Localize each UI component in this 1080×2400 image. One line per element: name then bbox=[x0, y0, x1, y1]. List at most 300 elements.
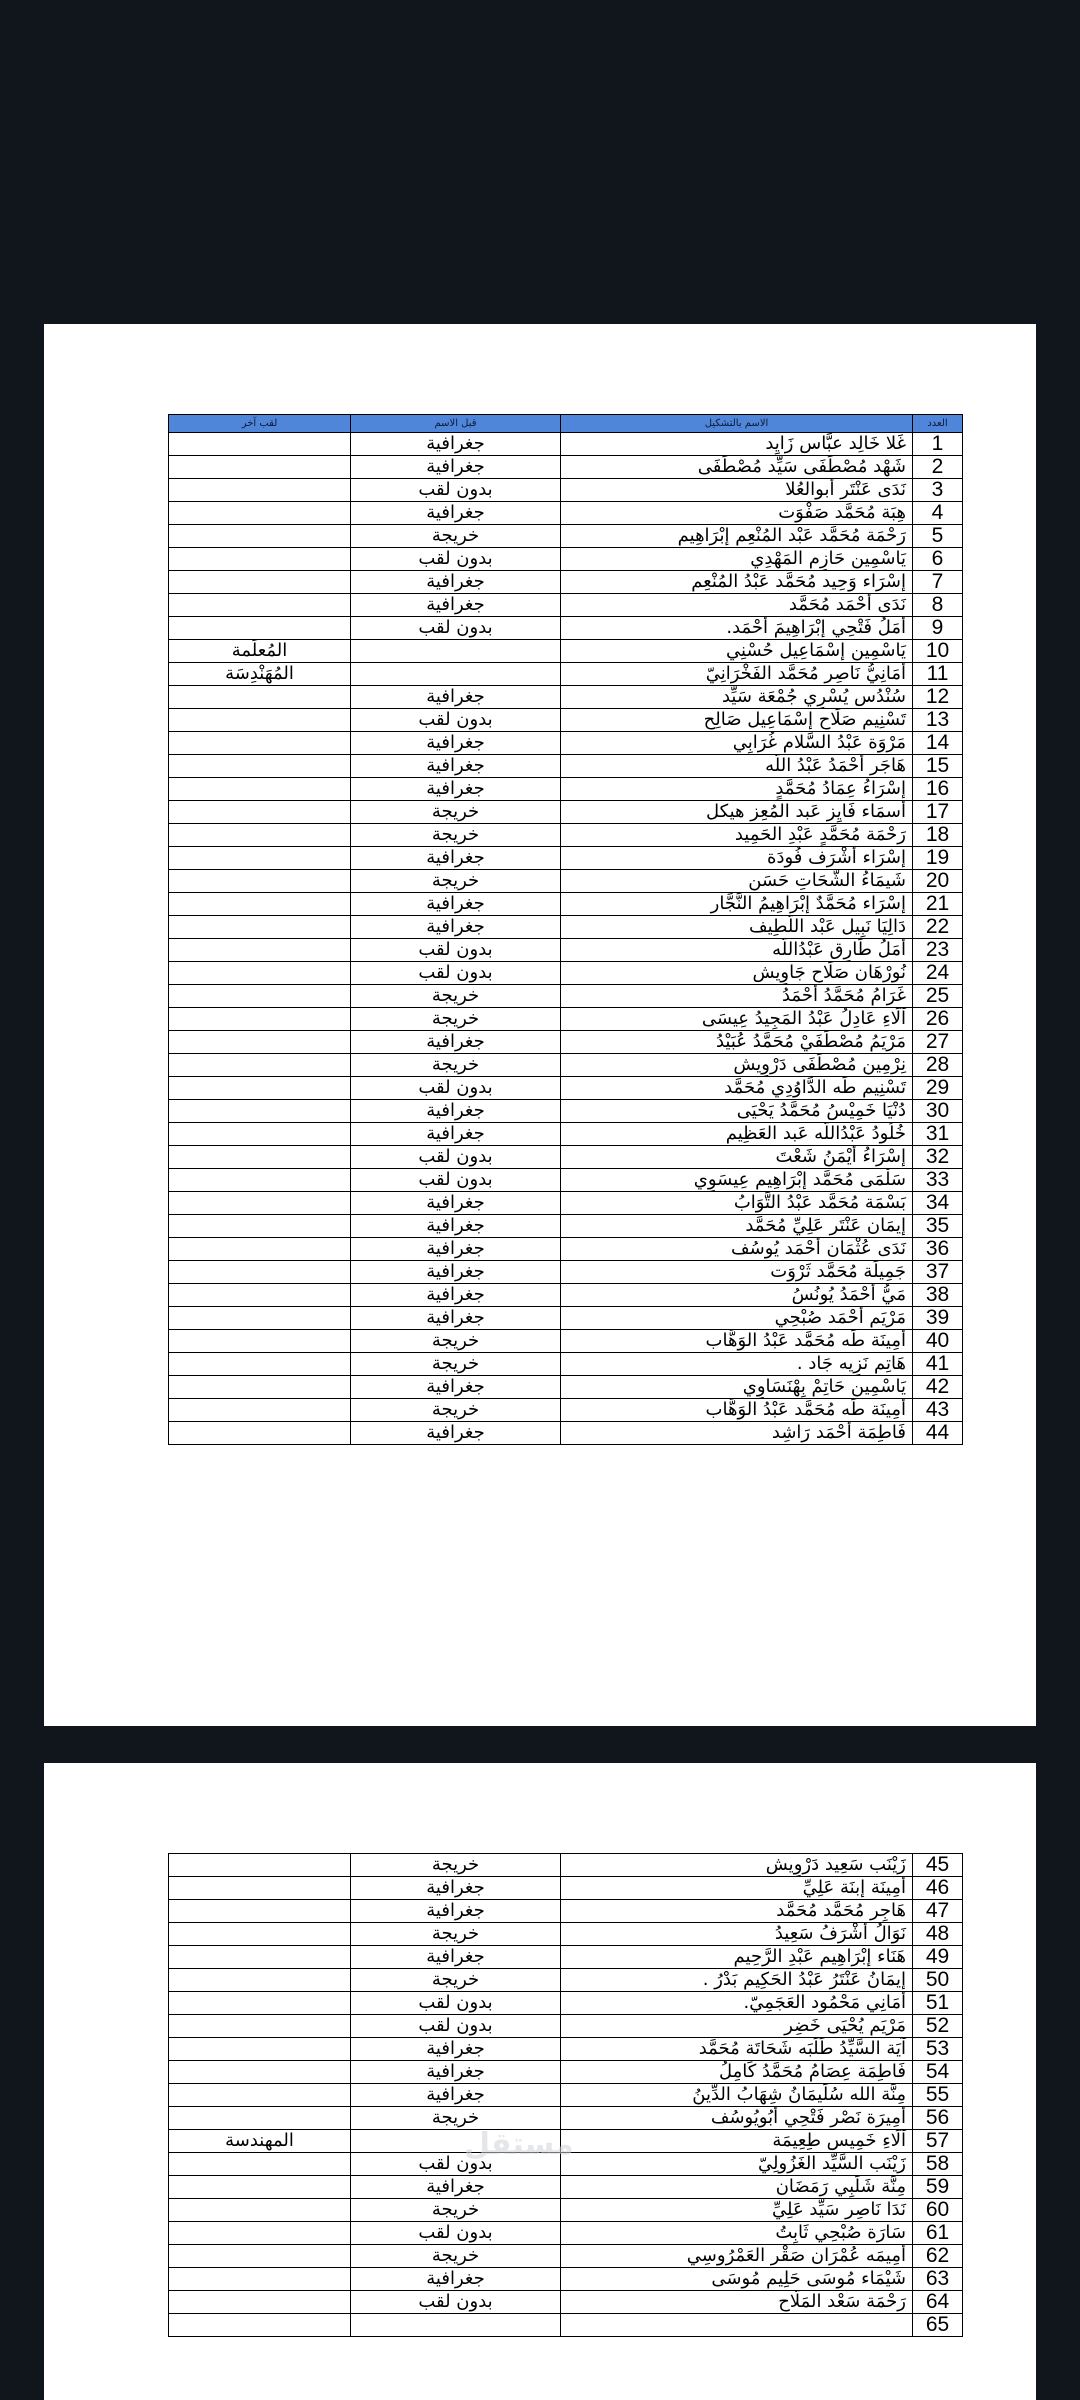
cell-title: جغرافية bbox=[351, 1261, 561, 1284]
cell-other bbox=[169, 962, 351, 985]
table-row bbox=[169, 1100, 963, 1123]
table-row bbox=[169, 2245, 963, 2268]
cell-num: 47 bbox=[913, 1900, 963, 1923]
watermark-logo: مستقل bbox=[464, 2127, 574, 2162]
cell-title: جغرافية bbox=[351, 1900, 561, 1923]
cell-title: جغرافية bbox=[351, 594, 561, 617]
header-num: العدد bbox=[913, 415, 963, 433]
cell-num: 55 bbox=[913, 2084, 963, 2107]
cell-other bbox=[169, 2222, 351, 2245]
document-page-2 bbox=[44, 1763, 1036, 2400]
cell-title: جغرافية bbox=[351, 1192, 561, 1215]
cell-num: 43 bbox=[913, 1399, 963, 1422]
cell-name: مَرْوَة عَبْدُ السَّلام غُرَابِي bbox=[561, 732, 913, 755]
table-row bbox=[169, 1854, 963, 1877]
cell-name: هَاجَر أحْمَدُ عَبْدُ اللَّه bbox=[561, 755, 913, 778]
cell-name: فَاطِمَة عِصَامُ مُحَمَّدُ كَامِلُ bbox=[561, 2061, 913, 2084]
table-row bbox=[169, 1192, 963, 1215]
cell-name: دَالِيَا نَبِيل عَبْد اللَّطِيف bbox=[561, 916, 913, 939]
table-row bbox=[169, 893, 963, 916]
cell-name: زَيْنَب السَّيِّد الغَزُولِيّ bbox=[561, 2153, 913, 2176]
cell-title: جغرافية bbox=[351, 686, 561, 709]
table-row bbox=[169, 594, 963, 617]
cell-title: جغرافية bbox=[351, 1215, 561, 1238]
cell-other bbox=[169, 709, 351, 732]
cell-title: جغرافية bbox=[351, 1307, 561, 1330]
cell-name: يَاسْمِين إسْمَاعِيل حُسْنِي bbox=[561, 640, 913, 663]
cell-num: 49 bbox=[913, 1946, 963, 1969]
cell-num: 57 bbox=[913, 2130, 963, 2153]
table-row bbox=[169, 2268, 963, 2291]
table-row bbox=[169, 732, 963, 755]
cell-title: جغرافية bbox=[351, 1100, 561, 1123]
cell-title: جغرافية bbox=[351, 847, 561, 870]
cell-title: جغرافية bbox=[351, 571, 561, 594]
cell-name: فَاطِمَة أحْمَد رَاشِد bbox=[561, 1422, 913, 1445]
cell-title: خريجة bbox=[351, 1008, 561, 1031]
cell-num: 34 bbox=[913, 1192, 963, 1215]
cell-title: بدون لقب bbox=[351, 962, 561, 985]
cell-name: نَدَا نَاصِر سَيِّد عَلِيِّ bbox=[561, 2199, 913, 2222]
cell-name: تَسْنِيم صَلَاح إسْمَاعِيل صَالِح bbox=[561, 709, 913, 732]
document-page-1 bbox=[44, 324, 1036, 1726]
cell-num: 50 bbox=[913, 1969, 963, 1992]
cell-other bbox=[169, 2107, 351, 2130]
cell-title: جغرافية bbox=[351, 1422, 561, 1445]
cell-title: جغرافية bbox=[351, 2268, 561, 2291]
cell-num: 24 bbox=[913, 962, 963, 985]
cell-title: خريجة bbox=[351, 525, 561, 548]
cell-name: مَرْيَمُ مُصْطَفَيْ مُحَمَّدُ عُبَيْدُ bbox=[561, 1031, 913, 1054]
cell-name: أمِينَة إبنَة عَلِيِّ bbox=[561, 1877, 913, 1900]
cell-other bbox=[169, 1123, 351, 1146]
cell-other bbox=[169, 893, 351, 916]
cell-num: 52 bbox=[913, 2015, 963, 2038]
table-row bbox=[169, 1330, 963, 1353]
cell-name: رَحْمَة مُحَمَّد عَبْد المُنْعِم إبْرَاهِيم bbox=[561, 525, 913, 548]
cell-title: خريجة bbox=[351, 1399, 561, 1422]
cell-other bbox=[169, 433, 351, 456]
cell-name: دُنْيَا خَمِيْسُ مُحَمَّدُ يَحْيَى bbox=[561, 1100, 913, 1123]
cell-name: آلَاءِ عَادِلُ عَبْدُ المَجِيدُ عِيسَى bbox=[561, 1008, 913, 1031]
cell-num: 7 bbox=[913, 571, 963, 594]
cell-num: 31 bbox=[913, 1123, 963, 1146]
cell-name: بَسْمَة مُحَمَّد عَبْدُ التَّوَابُ bbox=[561, 1192, 913, 1215]
cell-num: 28 bbox=[913, 1054, 963, 1077]
cell-num: 18 bbox=[913, 824, 963, 847]
cell-title: بدون لقب bbox=[351, 2153, 561, 2176]
cell-num: 12 bbox=[913, 686, 963, 709]
cell-other bbox=[169, 1077, 351, 1100]
cell-name: يَاسْمِين حَاتِمْ بِهْنَسَاوِي bbox=[561, 1376, 913, 1399]
cell-num: 13 bbox=[913, 709, 963, 732]
table-row bbox=[169, 617, 963, 640]
cell-name: سُنْدُس يُسْرِي جُمْعَة سَيِّد bbox=[561, 686, 913, 709]
cell-num: 2 bbox=[913, 456, 963, 479]
cell-num: 51 bbox=[913, 1992, 963, 2015]
cell-other bbox=[169, 824, 351, 847]
cell-title: جغرافية bbox=[351, 1123, 561, 1146]
table-row bbox=[169, 847, 963, 870]
cell-num: 40 bbox=[913, 1330, 963, 1353]
header-title: قبل الاسم bbox=[351, 415, 561, 433]
cell-num: 59 bbox=[913, 2176, 963, 2199]
cell-title: بدون لقب bbox=[351, 548, 561, 571]
cell-num: 48 bbox=[913, 1923, 963, 1946]
cell-name: أمَانِي مَحْمُود العَجَمِيّ. bbox=[561, 1992, 913, 2015]
cell-other bbox=[169, 2061, 351, 2084]
cell-title: بدون لقب bbox=[351, 617, 561, 640]
cell-title: خريجة bbox=[351, 2107, 561, 2130]
cell-name: أسمَاء فَايِز عَبد المُعِز هيكل bbox=[561, 801, 913, 824]
cell-num: 22 bbox=[913, 916, 963, 939]
cell-name: مَرْيَم أحْمَد صُبْحِي bbox=[561, 1307, 913, 1330]
table-row bbox=[169, 1307, 963, 1330]
cell-other bbox=[169, 1008, 351, 1031]
cell-num: 19 bbox=[913, 847, 963, 870]
table-row bbox=[169, 502, 963, 525]
table-row bbox=[169, 1900, 963, 1923]
cell-num: 30 bbox=[913, 1100, 963, 1123]
cell-name: هَاجِر مُحَمَّد مُحَمَّد bbox=[561, 1900, 913, 1923]
cell-name: إسْرَاءُ عِمَادُ مُحَمَّدٍ bbox=[561, 778, 913, 801]
cell-title: بدون لقب bbox=[351, 1992, 561, 2015]
cell-other bbox=[169, 617, 351, 640]
cell-num: 45 bbox=[913, 1854, 963, 1877]
cell-other bbox=[169, 1261, 351, 1284]
cell-num: 33 bbox=[913, 1169, 963, 1192]
cell-other bbox=[169, 548, 351, 571]
cell-title: جغرافية bbox=[351, 456, 561, 479]
table-row bbox=[169, 1284, 963, 1307]
cell-other bbox=[169, 916, 351, 939]
table-row bbox=[169, 1215, 963, 1238]
table-row bbox=[169, 939, 963, 962]
cell-num: 38 bbox=[913, 1284, 963, 1307]
cell-other bbox=[169, 2176, 351, 2199]
cell-title: بدون لقب bbox=[351, 1146, 561, 1169]
cell-name: مَرْيَم يُحْيَى خَضِر bbox=[561, 2015, 913, 2038]
cell-num: 14 bbox=[913, 732, 963, 755]
cell-num: 16 bbox=[913, 778, 963, 801]
cell-title: جغرافية bbox=[351, 1946, 561, 1969]
table-row bbox=[169, 2038, 963, 2061]
table-row bbox=[169, 571, 963, 594]
cell-other bbox=[169, 1169, 351, 1192]
cell-other bbox=[169, 985, 351, 1008]
table-row bbox=[169, 1969, 963, 1992]
table-row bbox=[169, 1123, 963, 1146]
cell-name: آيَة السَّيِّدُ طَلَبَه شَحَاتَة مُحَمَّد bbox=[561, 2038, 913, 2061]
table-row bbox=[169, 2015, 963, 2038]
header-other: لقب آخر bbox=[169, 415, 351, 433]
cell-name: تَسْنِيم طَه الدَّاوُدِي مُحَمَّد bbox=[561, 1077, 913, 1100]
cell-num: 46 bbox=[913, 1877, 963, 1900]
cell-other bbox=[169, 2291, 351, 2314]
cell-other bbox=[169, 1330, 351, 1353]
cell-name: إسْرَاءُ أيْمَنُ شَعْتَ bbox=[561, 1146, 913, 1169]
cell-name: سَارَة صُبْحِي ثَابِتُ bbox=[561, 2222, 913, 2245]
cell-name: أمِيرَة نَصْر فَتْحِي أبُويُوسُف bbox=[561, 2107, 913, 2130]
cell-num: 56 bbox=[913, 2107, 963, 2130]
cell-num: 64 bbox=[913, 2291, 963, 2314]
cell-title: جغرافية bbox=[351, 2084, 561, 2107]
cell-num: 27 bbox=[913, 1031, 963, 1054]
cell-other bbox=[169, 1422, 351, 1445]
cell-title: بدون لقب bbox=[351, 2015, 561, 2038]
cell-other bbox=[169, 479, 351, 502]
cell-other bbox=[169, 1100, 351, 1123]
cell-num: 53 bbox=[913, 2038, 963, 2061]
cell-title: خريجة bbox=[351, 1854, 561, 1877]
cell-name: هَاتِم نَزِيه جَاد . bbox=[561, 1353, 913, 1376]
cell-other bbox=[169, 939, 351, 962]
cell-other bbox=[169, 755, 351, 778]
table-row bbox=[169, 2314, 963, 2337]
cell-num: 20 bbox=[913, 870, 963, 893]
table-row bbox=[169, 1008, 963, 1031]
cell-num: 23 bbox=[913, 939, 963, 962]
table-row bbox=[169, 2199, 963, 2222]
cell-name: أمَلُ فَتْحِي إبْرَاهِيمَ أحْمَد. bbox=[561, 617, 913, 640]
cell-name: آلَاءِ خَمِيس طِعِيمَة bbox=[561, 2130, 913, 2153]
cell-name: أمَانِيُّ نَاصِر مُحَمَّد الفَخْرَانِيّ bbox=[561, 663, 913, 686]
table-row bbox=[169, 1946, 963, 1969]
cell-other bbox=[169, 2038, 351, 2061]
cell-num: 36 bbox=[913, 1238, 963, 1261]
table-row bbox=[169, 1399, 963, 1422]
cell-num: 42 bbox=[913, 1376, 963, 1399]
cell-title: خريجة bbox=[351, 1054, 561, 1077]
cell-title: جغرافية bbox=[351, 1877, 561, 1900]
cell-other bbox=[169, 1146, 351, 1169]
cell-other bbox=[169, 2199, 351, 2222]
table-row bbox=[169, 870, 963, 893]
cell-name: غَرَامُ مُحَمَّدُ أحْمَدُ bbox=[561, 985, 913, 1008]
cell-name: إيمَان عَنْتَر عَلِيِّ مُحَمَّد bbox=[561, 1215, 913, 1238]
cell-title: بدون لقب bbox=[351, 1077, 561, 1100]
table-row bbox=[169, 2291, 963, 2314]
cell-num: 5 bbox=[913, 525, 963, 548]
cell-name: شَيمَاءُ الشَّحَاتِ حَسَن bbox=[561, 870, 913, 893]
table-row bbox=[169, 2061, 963, 2084]
cell-other: المهندسة bbox=[169, 2130, 351, 2153]
table-row bbox=[169, 2176, 963, 2199]
cell-other: المُهَنْدِسَة bbox=[169, 663, 351, 686]
cell-title: جغرافية bbox=[351, 732, 561, 755]
cell-other bbox=[169, 870, 351, 893]
table-row bbox=[169, 2084, 963, 2107]
table-row bbox=[169, 801, 963, 824]
cell-num: 10 bbox=[913, 640, 963, 663]
table-row bbox=[169, 755, 963, 778]
cell-other bbox=[169, 1854, 351, 1877]
cell-num: 37 bbox=[913, 1261, 963, 1284]
cell-other bbox=[169, 1238, 351, 1261]
cell-title: جغرافية bbox=[351, 778, 561, 801]
table-header-row bbox=[169, 415, 963, 433]
cell-name: خُلُودُ عَبْدُاللَّه عَبد العَظِيم bbox=[561, 1123, 913, 1146]
header-name: الاسم بالتشكيل bbox=[561, 415, 913, 433]
table-row bbox=[169, 1353, 963, 1376]
cell-name: شَيْمَاء مُوسَى حَلِيم مُوسَى bbox=[561, 2268, 913, 2291]
cell-name: نِرْمِين مُصْطَفَى دَرْوِيش bbox=[561, 1054, 913, 1077]
cell-name: إيمَانُ عَنْتَرُ عَبْدُ الحَكِيمِ بَدْرُ . bbox=[561, 1969, 913, 1992]
cell-num: 15 bbox=[913, 755, 963, 778]
cell-name: إسْرَاء وَحِيد مُحَمَّد عَبْدُ المُنْعِم bbox=[561, 571, 913, 594]
cell-name: نَوَالُ أشْرَفُ سَعِيدُ bbox=[561, 1923, 913, 1946]
cell-name bbox=[561, 2314, 913, 2337]
cell-name: نُورْهَان صَلَاح جَاوِيش bbox=[561, 962, 913, 985]
table-row bbox=[169, 1923, 963, 1946]
cell-name: رَحْمَة مُحَمَّدٍ عَبْدِ الحَمِيد bbox=[561, 824, 913, 847]
cell-title bbox=[351, 640, 561, 663]
table-row bbox=[169, 640, 963, 663]
cell-name: هِبَة مُحَمَّد صَفْوَت bbox=[561, 502, 913, 525]
cell-title: بدون لقب bbox=[351, 2222, 561, 2245]
cell-num: 60 bbox=[913, 2199, 963, 2222]
cell-num: 63 bbox=[913, 2268, 963, 2291]
cell-other bbox=[169, 1923, 351, 1946]
cell-other bbox=[169, 525, 351, 548]
cell-title: جغرافية bbox=[351, 916, 561, 939]
cell-num: 62 bbox=[913, 2245, 963, 2268]
table-row bbox=[169, 2222, 963, 2245]
cell-name: مِنَّة الله سُلَيمَانُ شِهَابُ الدِّينُ bbox=[561, 2084, 913, 2107]
cell-other bbox=[169, 456, 351, 479]
cell-name: هَنَاء إبْرَاهِيم عَبْدِ الرَّحِيم bbox=[561, 1946, 913, 1969]
cell-name: نَدَى عَنْتَر أبوالعُلا bbox=[561, 479, 913, 502]
table-row bbox=[169, 479, 963, 502]
cell-title: خريجة bbox=[351, 1923, 561, 1946]
cell-num: 4 bbox=[913, 502, 963, 525]
cell-other bbox=[169, 2268, 351, 2291]
table-row bbox=[169, 1877, 963, 1900]
table-row bbox=[169, 1261, 963, 1284]
cell-title bbox=[351, 663, 561, 686]
table-row bbox=[169, 1146, 963, 1169]
cell-title: جغرافية bbox=[351, 2038, 561, 2061]
cell-other bbox=[169, 1877, 351, 1900]
cell-other bbox=[169, 1992, 351, 2015]
cell-name: غَلا خَالِد عبَّاس زَايِد bbox=[561, 433, 913, 456]
cell-other bbox=[169, 1215, 351, 1238]
cell-title: جغرافية bbox=[351, 2061, 561, 2084]
cell-name: سَلْمَى مُحَمَّد إبْرَاهِيم عِيسَوِي bbox=[561, 1169, 913, 1192]
cell-num: 17 bbox=[913, 801, 963, 824]
table-row bbox=[169, 1031, 963, 1054]
cell-num: 32 bbox=[913, 1146, 963, 1169]
cell-title: خريجة bbox=[351, 870, 561, 893]
table-row bbox=[169, 1238, 963, 1261]
table-row bbox=[169, 1422, 963, 1445]
cell-num: 25 bbox=[913, 985, 963, 1008]
cell-other bbox=[169, 1946, 351, 1969]
cell-other bbox=[169, 1307, 351, 1330]
cell-other bbox=[169, 571, 351, 594]
table-row bbox=[169, 525, 963, 548]
cell-title: خريجة bbox=[351, 801, 561, 824]
cell-num: 29 bbox=[913, 1077, 963, 1100]
cell-name: يَاسْمِين حَازِم المَهْدِي bbox=[561, 548, 913, 571]
table-row bbox=[169, 433, 963, 456]
cell-title: جغرافية bbox=[351, 755, 561, 778]
cell-other bbox=[169, 1054, 351, 1077]
cell-name: إسْرَاء أشْرَف فُودَة bbox=[561, 847, 913, 870]
cell-num: 9 bbox=[913, 617, 963, 640]
cell-name: جَمِيلَة مُحَمَّد ثَرْوَت bbox=[561, 1261, 913, 1284]
cell-num: 61 bbox=[913, 2222, 963, 2245]
table-row bbox=[169, 456, 963, 479]
table-row bbox=[169, 778, 963, 801]
cell-other bbox=[169, 1376, 351, 1399]
cell-num: 39 bbox=[913, 1307, 963, 1330]
cell-title bbox=[351, 2314, 561, 2337]
table-row bbox=[169, 1169, 963, 1192]
cell-title: جغرافية bbox=[351, 1238, 561, 1261]
cell-other bbox=[169, 847, 351, 870]
cell-other bbox=[169, 2314, 351, 2337]
cell-title: خريجة bbox=[351, 985, 561, 1008]
cell-num: 8 bbox=[913, 594, 963, 617]
cell-other bbox=[169, 732, 351, 755]
cell-other bbox=[169, 594, 351, 617]
cell-title: خريجة bbox=[351, 1330, 561, 1353]
cell-name: إسْرَاء مُحَمَّدٌ إبْرَاهِيمُ النَّجَّار bbox=[561, 893, 913, 916]
cell-title: خريجة bbox=[351, 2245, 561, 2268]
cell-num: 3 bbox=[913, 479, 963, 502]
cell-title: خريجة bbox=[351, 824, 561, 847]
cell-title: بدون لقب bbox=[351, 709, 561, 732]
cell-other bbox=[169, 686, 351, 709]
cell-name: زَيْنَب سَعِيد دَرْوِيش bbox=[561, 1854, 913, 1877]
cell-title: جغرافية bbox=[351, 502, 561, 525]
cell-num: 26 bbox=[913, 1008, 963, 1031]
cell-name: شَهْد مُصْطَفَى سَيِّد مُصْطَفَى bbox=[561, 456, 913, 479]
cell-name: أمِينَة طَه مُحَمَّد عَبْدُ الوَهَّاب bbox=[561, 1330, 913, 1353]
cell-other bbox=[169, 502, 351, 525]
cell-other bbox=[169, 801, 351, 824]
cell-num: 35 bbox=[913, 1215, 963, 1238]
cell-num: 54 bbox=[913, 2061, 963, 2084]
table-row bbox=[169, 1077, 963, 1100]
table-row bbox=[169, 663, 963, 686]
cell-other bbox=[169, 2084, 351, 2107]
cell-other bbox=[169, 1031, 351, 1054]
table-row bbox=[169, 1992, 963, 2015]
cell-title: بدون لقب bbox=[351, 1169, 561, 1192]
cell-num: 58 bbox=[913, 2153, 963, 2176]
cell-title: خريجة bbox=[351, 1969, 561, 1992]
cell-name: نَدَى أحْمَد مُحَمَّد bbox=[561, 594, 913, 617]
cell-num: 65 bbox=[913, 2314, 963, 2337]
table-row bbox=[169, 916, 963, 939]
cell-num: 6 bbox=[913, 548, 963, 571]
cell-title: بدون لقب bbox=[351, 479, 561, 502]
cell-title: جغرافية bbox=[351, 1031, 561, 1054]
cell-title: بدون لقب bbox=[351, 2291, 561, 2314]
table-row bbox=[169, 1054, 963, 1077]
table-row bbox=[169, 824, 963, 847]
cell-num: 1 bbox=[913, 433, 963, 456]
cell-name: رَحْمَة سَعْد المَلَّاح bbox=[561, 2291, 913, 2314]
cell-other bbox=[169, 2245, 351, 2268]
cell-num: 21 bbox=[913, 893, 963, 916]
cell-title: خريجة bbox=[351, 2199, 561, 2222]
cell-num: 41 bbox=[913, 1353, 963, 1376]
cell-other bbox=[169, 1969, 351, 1992]
table-row bbox=[169, 1376, 963, 1399]
